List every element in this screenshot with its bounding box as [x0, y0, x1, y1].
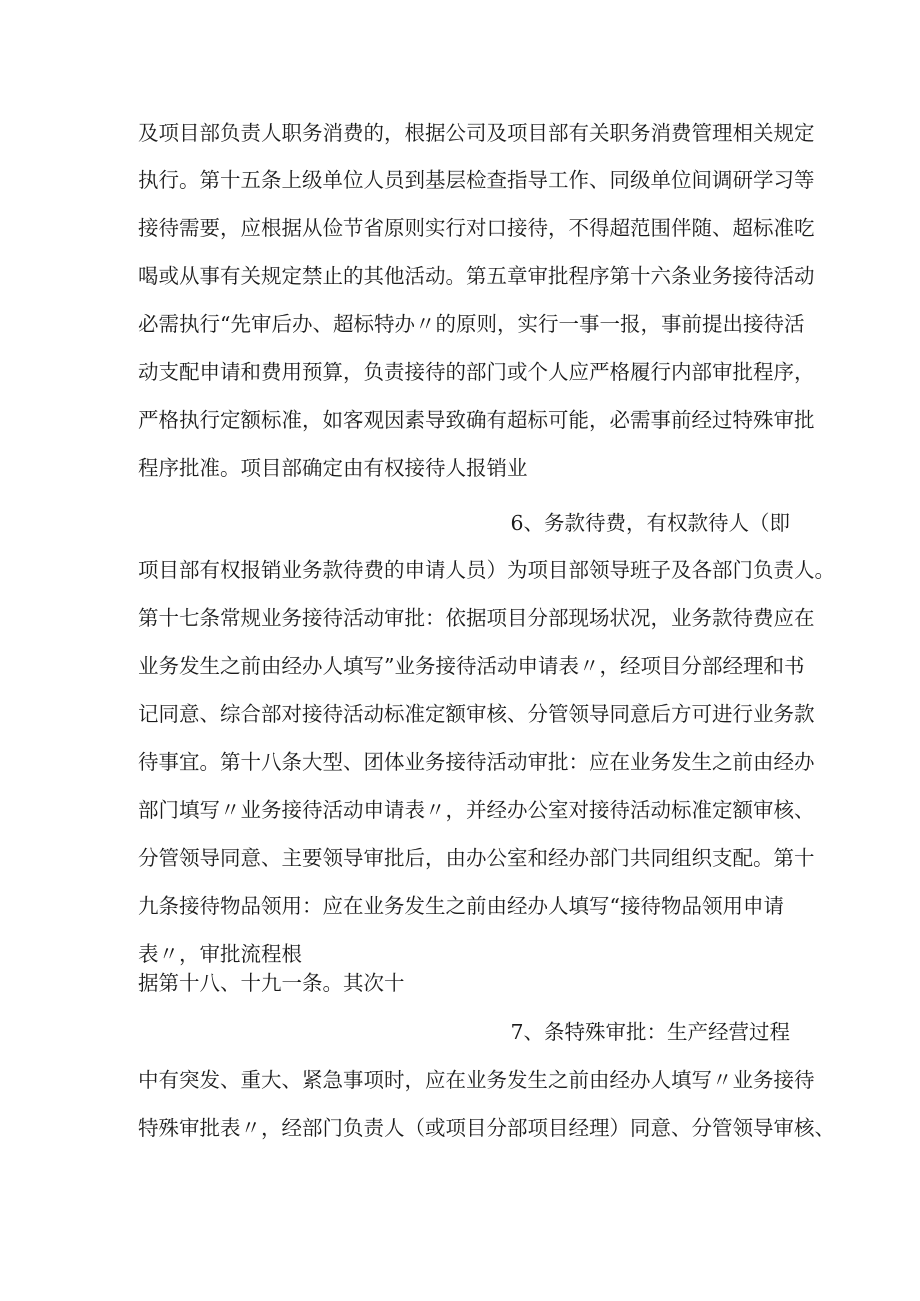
paragraph-line-8: 程序批准。项目部确定由有权接待人报销业 — [138, 456, 528, 480]
paragraph-line-20: 特殊审批表〃，经部门负责人（或项目分部项目经理）同意、分管领导审核、 — [138, 1116, 835, 1140]
paragraph-line-4: 喝或从事有关规定禁止的其他活动。第五章审批程序第十六条业务接待活动 — [138, 264, 815, 288]
paragraph-line-15: 分管领导同意、主要领导审批后，由办公室和经办部门共同组织支配。第十 — [138, 846, 815, 870]
section-6-heading: 6、务款待费，有权款待人（即 — [510, 511, 790, 535]
paragraph-line-11: 业务发生之前由经办人填写”业务接待活动申请表〃，经项目分部经理和书 — [138, 654, 805, 678]
paragraph-line-19: 中有突发、重大、紧急事项时，应在业务发生之前由经办人填写〃业务接待 — [138, 1068, 815, 1092]
paragraph-line-16: 九条接待物品领用：应在业务发生之前由经办人填写“接待物品领用申请 — [138, 894, 784, 918]
paragraph-line-2: 执行。第十五条上级单位人员到基层检查指导工作、同级单位间调研学习等 — [138, 168, 815, 192]
paragraph-line-18: 据第十八、十九一条。其次十 — [138, 971, 405, 995]
paragraph-line-14: 部门填写〃业务接待活动申请表〃，并经办公室对接待活动标准定额审核、 — [138, 798, 815, 822]
paragraph-line-3: 接待需要，应根据从俭节省原则实行对口接待，不得超范围伴随、超标准吃 — [138, 216, 815, 240]
paragraph-line-17: 表〃，审批流程根 — [138, 942, 302, 966]
paragraph-line-1: 及项目部负责人职务消费的，根据公司及项目部有关职务消费管理相关规定 — [138, 121, 815, 145]
paragraph-line-5: 必需执行“先审后办、超标特办〃的原则，实行一事一报，事前提出接待活 — [138, 312, 805, 336]
paragraph-line-12: 记同意、综合部对接待活动标准定额审核、分管领导同意后方可进行业务款 — [138, 702, 815, 726]
paragraph-line-9: 项目部有权报销业务款待费的申请人员）为项目部领导班子及各部门负责人。 — [138, 558, 835, 582]
paragraph-line-7: 严格执行定额标准，如客观因素导致确有超标可能，必需事前经过特殊审批 — [138, 408, 815, 432]
paragraph-line-10: 第十七条常规业务接待活动审批：依据项目分部现场状况，业务款待费应在 — [138, 606, 815, 630]
section-7-heading: 7、条特殊审批：生产经营过程 — [510, 1020, 790, 1044]
paragraph-line-6: 动支配申请和费用预算，负责接待的部门或个人应严格履行内部审批程序， — [138, 360, 815, 384]
paragraph-line-13: 待事宜。第十八条大型、团体业务接待活动审批：应在业务发生之前由经办 — [138, 750, 815, 774]
